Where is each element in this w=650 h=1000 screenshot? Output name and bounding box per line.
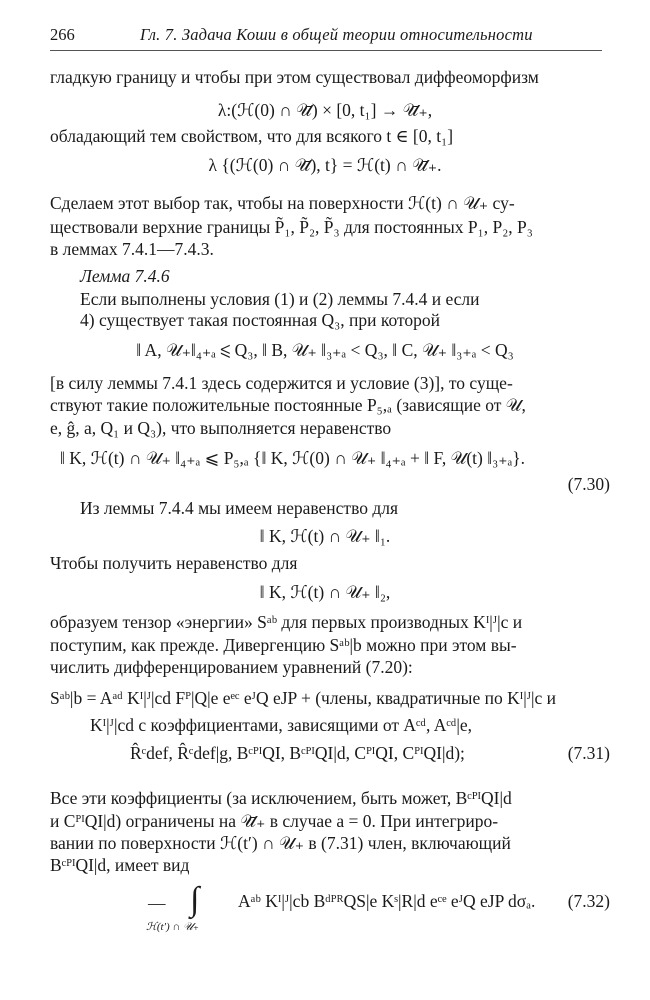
- formula-norm-2: ‖ K, ℋ(t) ∩ 𝒰₊ ‖₂,: [259, 582, 391, 602]
- page-number: 266: [50, 25, 75, 44]
- text-line: в леммах 7.4.1—7.4.3.: [50, 239, 214, 259]
- formula-norm-1: ‖ K, ℋ(t) ∩ 𝒰₊ ‖₁.: [259, 526, 391, 546]
- formula-lead-dash: —: [148, 893, 166, 913]
- formula-lambda: λ {(ℋ(0) ∩ 𝒰̄), t} = ℋ(t) ∩ 𝒰̄₊.: [208, 155, 442, 175]
- text-line: BᶜᴾᴵQI|d, имеет вид: [50, 855, 190, 875]
- text-line: Сделаем этот выбор так, чтобы на поверхности ℋ(t) ∩ 𝒰₊ су-: [50, 193, 515, 213]
- header-rule: [50, 50, 602, 51]
- running-title: Гл. 7. Задача Коши в общей теории относительности: [140, 25, 533, 44]
- text-line: 4) существует такая постоянная Q₃, при которой: [80, 310, 440, 330]
- text-line: Если выполнены условия (1) и (2) леммы 7.4.4 и если: [80, 289, 480, 309]
- text-line: обладающий тем свойством, что для всякого t ∈ [0, t₁]: [50, 126, 454, 146]
- text-line: Чтобы получить неравенство для: [50, 553, 298, 573]
- text-line: [в силу леммы 7.4.1 здесь содержится и условие (3)], то суще-: [50, 373, 513, 393]
- text-line: e, ĝ, a, Q₁ и Q₃), что выполняется неравенство: [50, 418, 392, 438]
- equation-number: (7.31): [567, 743, 610, 763]
- formula-divergence-cont: Kᴵ|ᴶ|cd с коэффициентами, зависящими от Aᶜᵈ, Aᶜᵈ|e,: [90, 715, 472, 735]
- text-line: ществовали верхние границы P̃₁, P̃₂, P̃₃ для постоянных P₁, P₂, P₃: [50, 217, 533, 237]
- integral-limit: ℋ(t′) ∩ 𝒰₊: [146, 921, 199, 933]
- integral-sign: ∫: [190, 881, 200, 918]
- text-line: Все эти коэффициенты (за исключением, быть может, BᶜᴾᴵQI|d: [50, 788, 512, 808]
- formula-diffeomorphism: λ:(ℋ(0) ∩ 𝒰̄) × [0, t₁] → 𝒰̄₊,: [217, 100, 433, 120]
- formula-integral: Aᵃᵇ Kᴵ|ᴶ|cb BᵈᴾᴿQS|e Kˢ|R|d eᶜᵉ eᴶQ eJP dσₐ.: [238, 891, 536, 911]
- formula-norm-bounds: ‖ A, 𝒰₊‖₄₊ₐ ⩽ Q₃, ‖ B, 𝒰₊ ‖₃₊ₐ < Q₃, ‖ C, 𝒰₊ ‖₃₊ₐ < Q₃: [136, 340, 514, 360]
- text-line: и CᴾᴵQI|d) ограничены на 𝒰̄₊ в случае a = 0. При интегриро-: [50, 811, 499, 831]
- page-header: [50, 27, 602, 49]
- text-line: ствуют такие положительные постоянные P₅,ₐ (зависящие от 𝒰,: [50, 395, 526, 415]
- text-line: гладкую границу и чтобы при этом существовал диффеоморфизм: [50, 67, 539, 87]
- lemma-title: Лемма 7.4.6: [80, 266, 170, 286]
- formula-inequality: ‖ K, ℋ(t) ∩ 𝒰₊ ‖₄₊ₐ ⩽ P₅,ₐ {‖ K, ℋ(0) ∩ 𝒰₊ ‖₄₊ₐ + ‖ F, 𝒰(t) ‖₃₊ₐ}.: [60, 448, 526, 468]
- equation-number: (7.30): [567, 474, 610, 494]
- formula-divergence: Sᵃᵇ|b = Aᵃᵈ Kᴵ|ᴶ|cd Fᴾ|Q|e eᵉᶜ eᴶQ eJP + (члены, квадратичные по Kᴵ|ᴶ|c и: [50, 688, 557, 708]
- equation-number: (7.32): [567, 891, 610, 911]
- text-line: вании по поверхности ℋ(t′) ∩ 𝒰₊ в (7.31) член, включающий: [50, 833, 511, 853]
- text-line: образуем тензор «энергии» Sᵃᵇ для первых производных Kᴵ|ᴶ|c и: [50, 612, 523, 632]
- text-line: поступим, как прежде. Дивергенцию Sᵃᵇ|b можно при этом вы-: [50, 635, 517, 655]
- text-line: Из леммы 7.4.4 мы имеем неравенство для: [80, 498, 399, 518]
- text-line: числить дифференцированием уравнений (7.20):: [50, 657, 413, 677]
- formula-coefficients: R̂ᶜdef, R̂ᶜdef|g, BᶜᴾᴵQI, BᶜᴾᴵQI|d, CᴾᴵQI, CᴾᴵQI|d);: [130, 743, 465, 763]
